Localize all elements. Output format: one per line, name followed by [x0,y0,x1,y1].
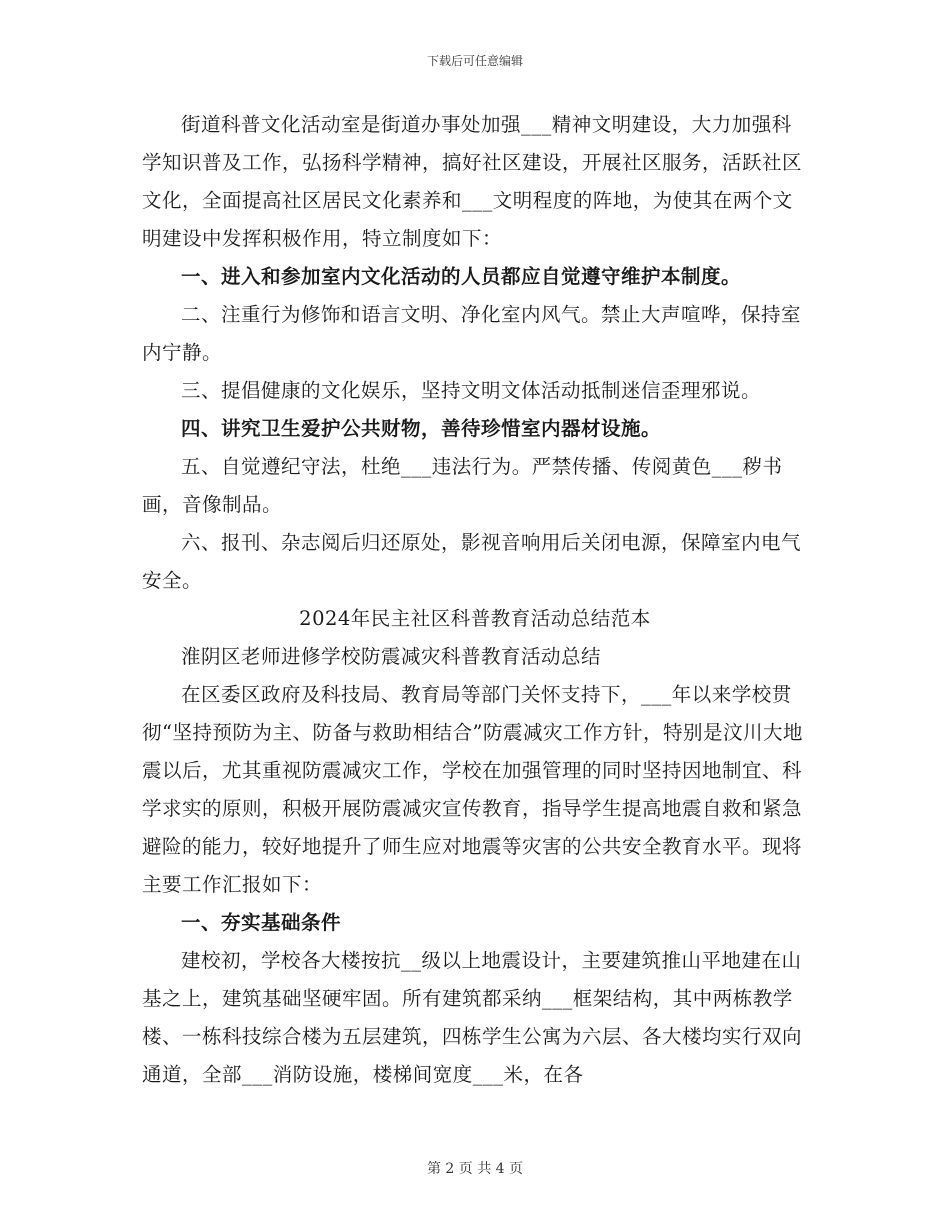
rule-2: 二、注重行为修饰和语言文明、净化室内风气。禁止大声喧哗，保持室内宁静。 [142,303,802,364]
rule-4: 四、讲究卫生爱护公共财物，善待珍惜室内器材设施。 [181,417,662,440]
rule-1: 一、进入和参加室内文化活动的人员都应自觉遵守维护本制度。 [181,265,742,288]
foundation-paragraph: 建校初，学校各大楼按抗__级以上地震设计，主要建筑推山平地建在山基之上，建筑基础坚硬牢固。所有建筑都采纳___框架结构，其中两栋教学楼、一栋科技综合楼为五层建筑，四栋学生公寓为六层、各大楼均实行双向通道，全部___消防设施，楼梯间宽度___米，在各 [142,949,803,1086]
rule-6: 六、报刊、杂志阅后归还原处，影视音响用后关闭电源，保障室内电气安全。 [142,531,802,592]
heading-foundation: 一、夯实基础条件 [181,911,342,934]
summary-paragraph: 在区委区政府及科技局、教育局等部门关怀支持下，___年以来学校贯彻“坚持预防为主、防备与救助相结合”防震减灾工作方针，特别是汶川大地震以后，尤其重视防震减灾工作，学校在加强管理的同时坚持因地制宜、科学求实的原则，积极开展防震减灾宣传教育，指导学生提高地震自救和紧急避险的能力，较好地提升了师生应对地震等灾害的公共安全教育水平。现将主要工作汇报如下： [142,683,803,896]
page-footer: 第 2 页 共 4 页 [426,1161,524,1177]
section-title: 2024年民主社区科普教育活动总结范本 [299,607,651,630]
subtitle: 淮阴区老师进修学校防震减灾科普教育活动总结 [181,645,602,668]
rule-5: 五、自觉遵纪守法，杜绝___违法行为。严禁传播、传阅黄色___秽书画，音像制品。 [142,455,783,516]
rule-3: 三、提倡健康的文化娱乐，坚持文明文体活动抵制迷信歪理邪说。 [181,379,762,402]
document-body [142,106,808,1094]
page-header: 下载后可任意编辑 [426,54,523,68]
intro-paragraph: 街道科普文化活动室是街道办事处加强___精神文明建设，大力加强科学知识普及工作，弘扬科学精神，搞好社区建设，开展社区服务，活跃社区文化，全面提高社区居民文化素养和___文明程度的阵地，为使其在两个文明建设中发挥积极作用，特立制度如下： [142,113,803,250]
